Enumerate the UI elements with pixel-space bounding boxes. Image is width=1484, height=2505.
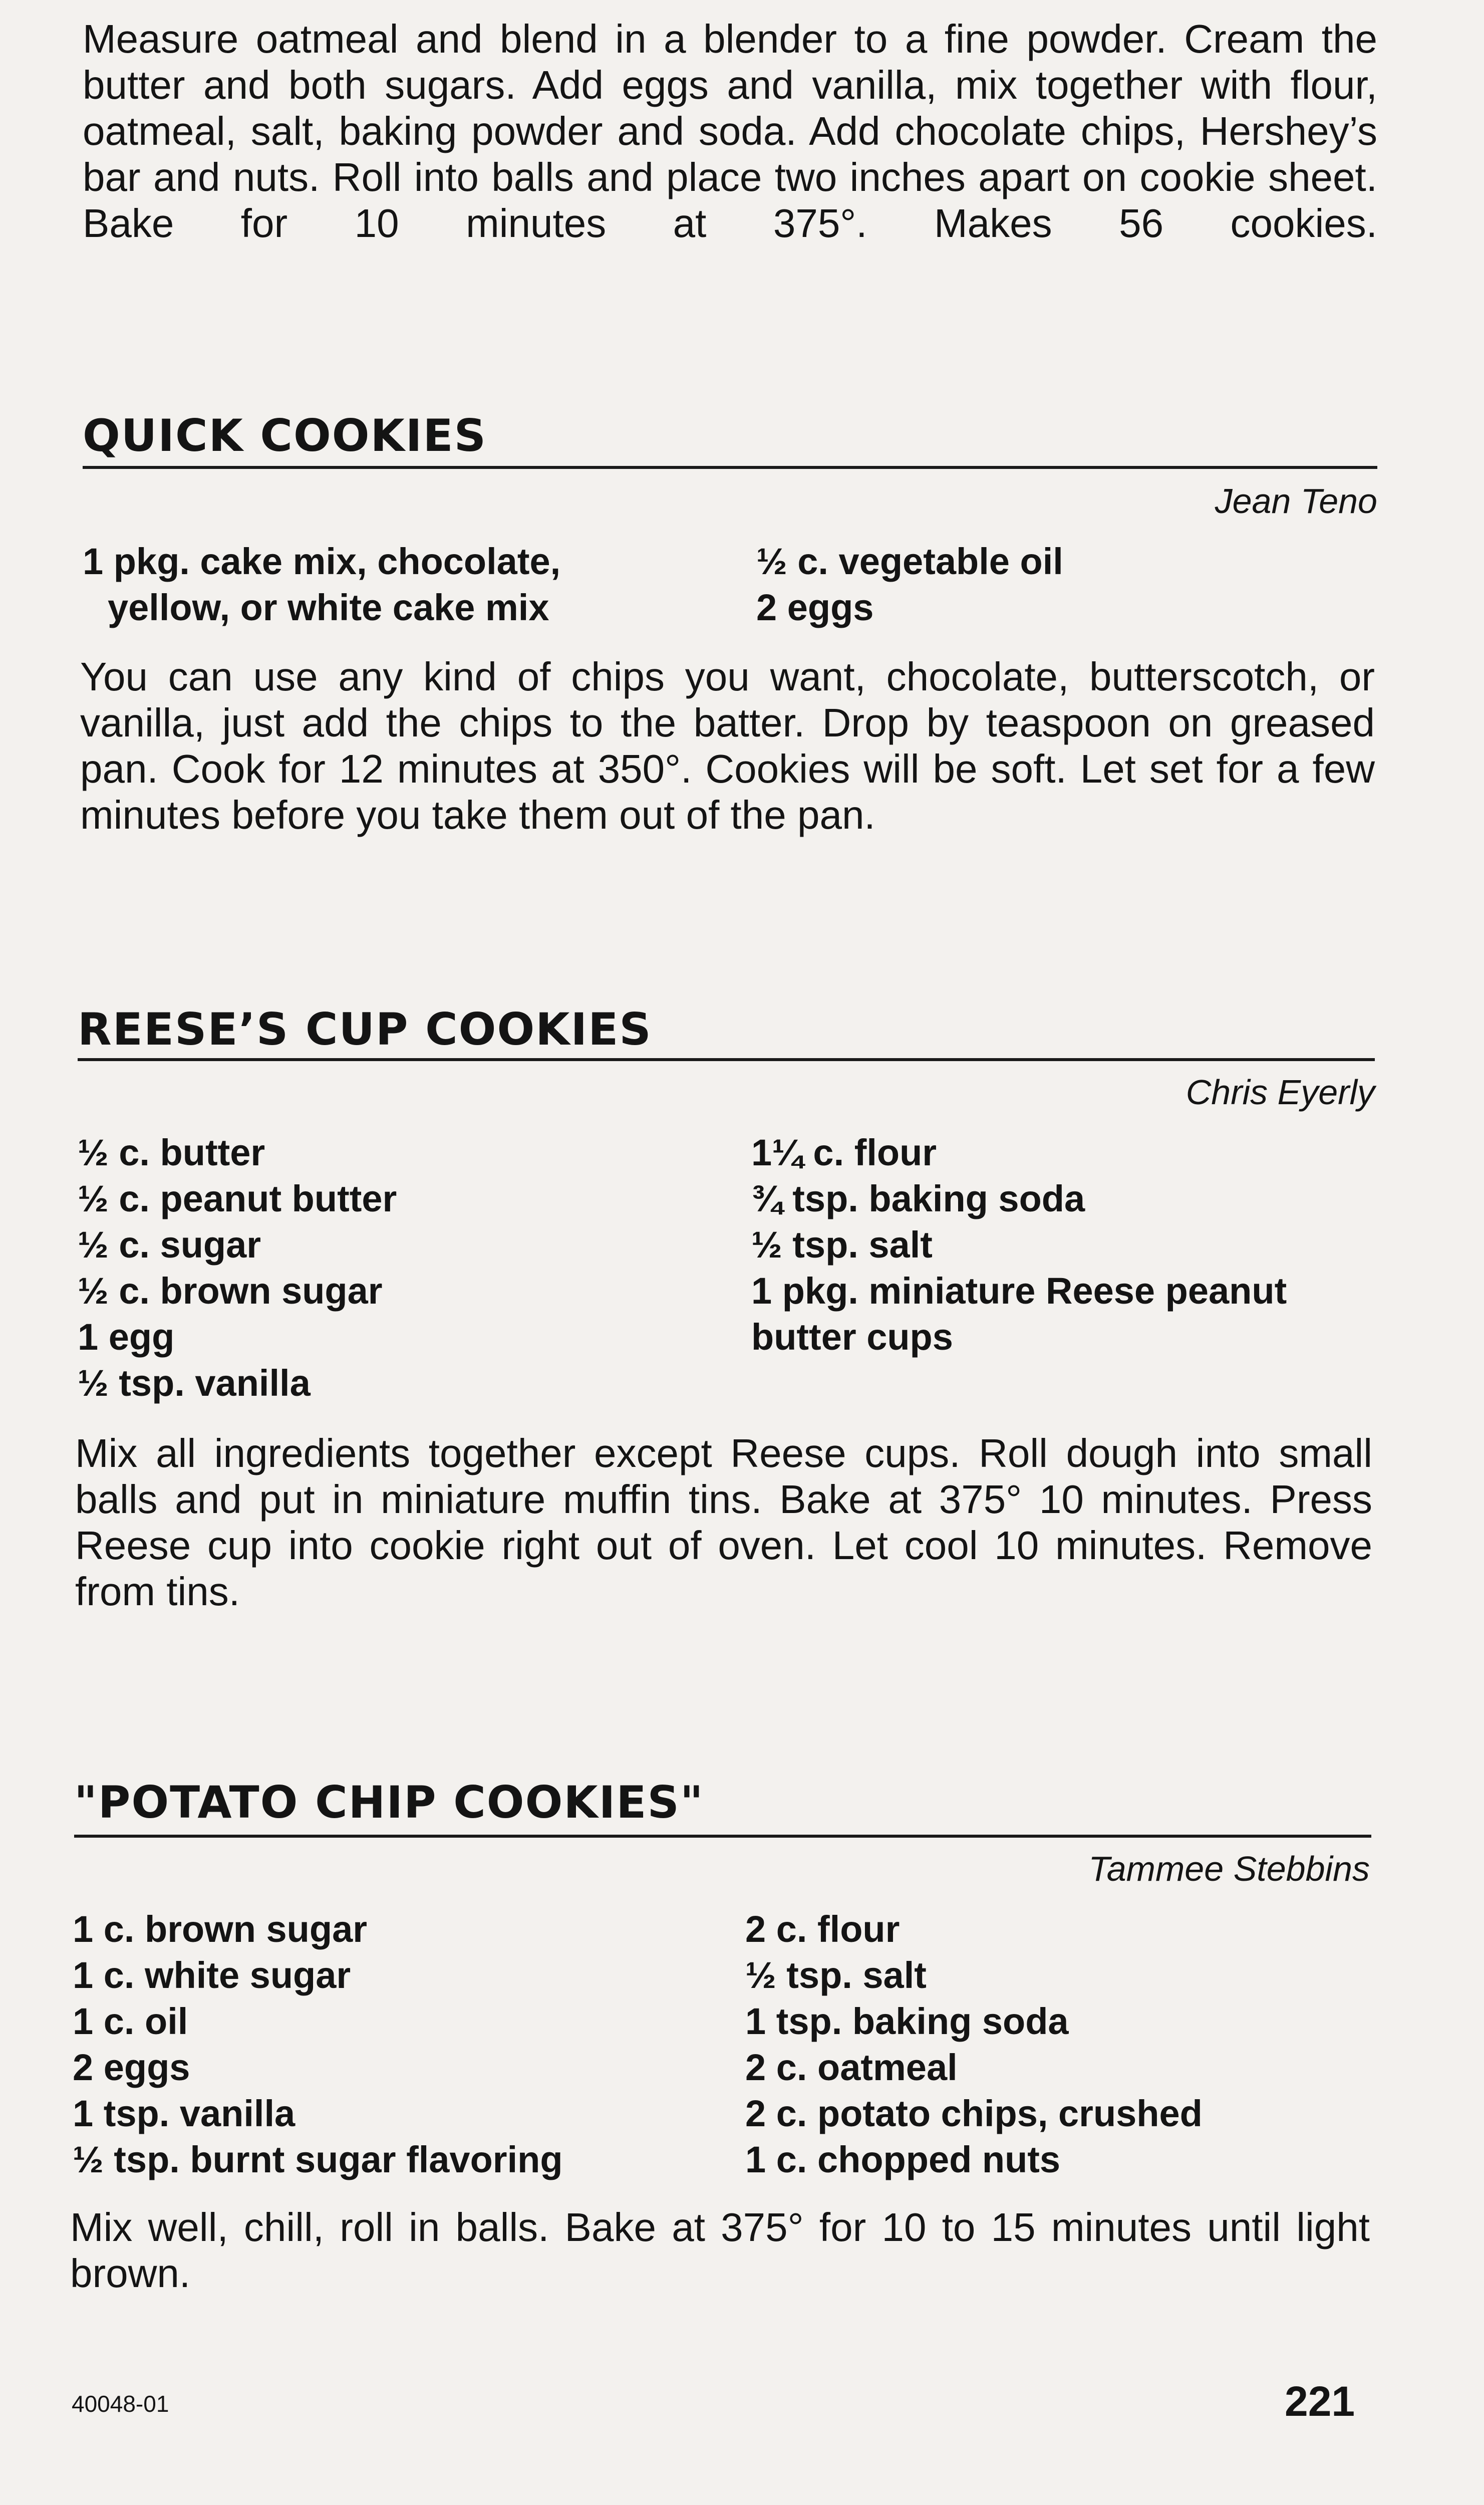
- ingredient: 1¼ c. flour: [751, 1132, 937, 1173]
- ingredient: ½ c. butter: [78, 1132, 265, 1173]
- recipe-author: Tammee Stebbins: [1088, 1849, 1370, 1888]
- ingredient: ½ c. vegetable oil: [756, 541, 1063, 582]
- ingredient: 1 tsp. vanilla: [73, 2093, 295, 2134]
- ingredients-left: [78, 1130, 397, 1406]
- ingredient: ½ tsp. vanilla: [78, 1362, 311, 1404]
- recipe-directions: Mix well, chill, roll in balls. Bake at 375° for 10 to 15 minutes until light brown.: [70, 2205, 1370, 2296]
- recipe-author: Chris Eyerly: [1185, 1073, 1375, 1112]
- ingredient: butter cups: [751, 1316, 953, 1358]
- title-rule: [78, 1058, 1375, 1061]
- ingredients-right: [756, 539, 1063, 631]
- title-rule: [83, 466, 1377, 469]
- page-number: 221: [1285, 2378, 1355, 2425]
- intro-directions: Measure oatmeal and blend in a blender to a fine powder. Cream the butter and both sugars. Add eggs and vanilla, mix together with flour, oatmeal, salt, baking powder and soda. Add chocolate chips, Hershey’s bar and nuts. Roll into balls and place two inches apart on cookie sheet. Bake for 10 minutes at 375°. Makes 56 cookies.: [83, 17, 1377, 245]
- footer-code: 40048-01: [72, 2391, 169, 2417]
- ingredient: ½ c. peanut butter: [78, 1178, 397, 1219]
- ingredient: 1 c. oil: [73, 2000, 188, 2042]
- ingredient: ½ tsp. salt: [745, 1954, 927, 1996]
- ingredient: 1 tsp. baking soda: [745, 2000, 1069, 2042]
- ingredient: 2 eggs: [73, 2047, 190, 2088]
- ingredient: 2 c. oatmeal: [745, 2047, 958, 2088]
- recipe-directions: You can use any kind of chips you want, chocolate, butterscotch, or vanilla, just add the chips to the batter. Drop by teaspoon on greased pan. Cook for 12 minutes at 350°. Cookies will be soft. Let set for a few minutes before you take them out of the pan.: [80, 654, 1375, 837]
- ingredient: ¾ tsp. baking soda: [751, 1178, 1085, 1219]
- ingredient: 1 c. white sugar: [73, 1954, 351, 1996]
- recipe-title: QUICK COOKIES: [83, 410, 487, 461]
- title-rule: [74, 1835, 1371, 1838]
- ingredient: 2 eggs: [756, 587, 874, 628]
- ingredient: ½ tsp. burnt sugar flavoring: [73, 2139, 563, 2180]
- ingredient: 1 pkg. cake mix, chocolate,: [83, 541, 561, 582]
- ingredient: ½ tsp. salt: [751, 1224, 933, 1266]
- recipe-directions: Mix all ingredients together except Reese cups. Roll dough into small balls and put in miniature muffin tins. Bake at 375° 10 minutes. Press Reese cup into cookie right out of oven. Let cool 10 minutes. Remove from tins.: [75, 1431, 1372, 1614]
- ingredient: 2 c. flour: [745, 1908, 900, 1950]
- ingredients-right: [751, 1130, 1287, 1360]
- ingredient: ½ c. brown sugar: [78, 1270, 383, 1312]
- recipe-title: REESE’S CUP COOKIES: [78, 1004, 652, 1055]
- ingredient: 1 egg: [78, 1316, 175, 1358]
- recipe-title: "POTATO CHIP COOKIES": [74, 1777, 704, 1828]
- recipe-author: Jean Teno: [1215, 481, 1377, 521]
- ingredients-right: [745, 1906, 1203, 2183]
- ingredient: yellow, or white cake mix: [108, 587, 549, 628]
- ingredient: 1 pkg. miniature Reese peanut: [751, 1270, 1287, 1312]
- ingredient: ½ c. sugar: [78, 1224, 261, 1266]
- ingredients-left: [83, 539, 560, 631]
- ingredient: 1 c. brown sugar: [73, 1908, 368, 1950]
- ingredient: 1 c. chopped nuts: [745, 2139, 1061, 2180]
- ingredient: 2 c. potato chips, crushed: [745, 2093, 1203, 2134]
- ingredients-left: [73, 1906, 563, 2183]
